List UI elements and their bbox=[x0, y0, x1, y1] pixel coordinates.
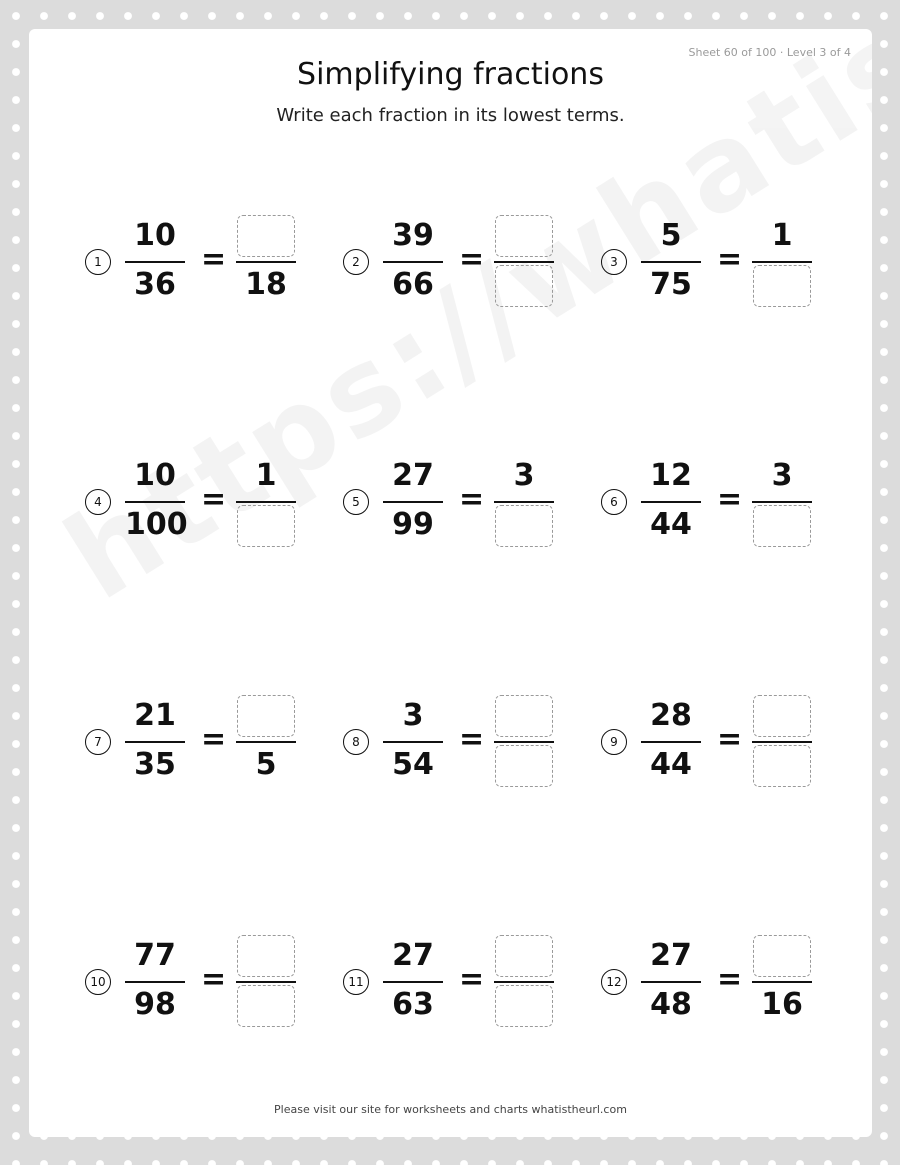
given-fraction bbox=[641, 693, 701, 793]
given-denominator: 99 bbox=[392, 507, 434, 542]
problem-item bbox=[85, 213, 325, 313]
fraction-bar bbox=[236, 981, 296, 983]
fraction-bar bbox=[383, 981, 443, 983]
given-numerator: 10 bbox=[134, 218, 176, 253]
answer-numerator-box[interactable] bbox=[495, 935, 553, 977]
given-numerator: 28 bbox=[650, 698, 692, 733]
given-fraction bbox=[383, 453, 443, 553]
given-denominator: 63 bbox=[392, 987, 434, 1022]
problem-number: 10 bbox=[85, 969, 111, 995]
equals-sign: = bbox=[201, 242, 227, 277]
equals-sign: = bbox=[459, 242, 485, 277]
answer-denominator: 18 bbox=[245, 267, 287, 302]
fraction-bar bbox=[641, 981, 701, 983]
page-title: Simplifying fractions bbox=[297, 57, 604, 92]
answer-denominator-box[interactable] bbox=[495, 985, 553, 1027]
fraction-bar bbox=[236, 741, 296, 743]
given-fraction bbox=[641, 453, 701, 553]
answer-fraction bbox=[752, 453, 812, 553]
equals-sign: = bbox=[717, 482, 743, 517]
equals-sign: = bbox=[201, 962, 227, 997]
given-fraction bbox=[641, 213, 701, 313]
problem-item bbox=[601, 453, 841, 553]
given-fraction bbox=[125, 453, 188, 553]
answer-denominator: 5 bbox=[255, 747, 277, 782]
fraction-bar bbox=[752, 741, 812, 743]
given-numerator: 39 bbox=[392, 218, 434, 253]
problem-number: 1 bbox=[85, 249, 111, 275]
answer-denominator-box[interactable] bbox=[495, 745, 553, 787]
problem-item bbox=[601, 693, 841, 793]
answer-fraction bbox=[236, 693, 296, 793]
answer-fraction bbox=[752, 693, 812, 793]
equals-sign: = bbox=[459, 962, 485, 997]
given-denominator: 35 bbox=[134, 747, 176, 782]
answer-denominator-box[interactable] bbox=[495, 265, 553, 307]
equals-sign: = bbox=[717, 242, 743, 277]
given-denominator: 75 bbox=[650, 267, 692, 302]
fraction-bar bbox=[752, 261, 812, 263]
answer-numerator-box[interactable] bbox=[495, 215, 553, 257]
answer-fraction bbox=[236, 453, 296, 553]
answer-fraction bbox=[494, 453, 554, 553]
answer-numerator-box[interactable] bbox=[237, 215, 295, 257]
answer-denominator-box[interactable] bbox=[753, 505, 811, 547]
equals-sign: = bbox=[459, 722, 485, 757]
given-fraction bbox=[125, 213, 185, 313]
answer-fraction bbox=[752, 933, 812, 1033]
equals-sign: = bbox=[459, 482, 485, 517]
answer-numerator-box[interactable] bbox=[237, 935, 295, 977]
problem-item bbox=[85, 933, 325, 1033]
footer-note: Please visit our site for worksheets and charts whatistheurl.com bbox=[274, 1103, 627, 1116]
equals-sign: = bbox=[201, 722, 227, 757]
given-denominator: 54 bbox=[392, 747, 434, 782]
given-numerator: 27 bbox=[392, 458, 434, 493]
answer-denominator-box[interactable] bbox=[495, 505, 553, 547]
answer-numerator-box[interactable] bbox=[753, 935, 811, 977]
fraction-bar bbox=[641, 741, 701, 743]
equals-sign: = bbox=[717, 722, 743, 757]
worksheet-page bbox=[29, 29, 872, 1137]
given-numerator: 27 bbox=[392, 938, 434, 973]
problem-number: 4 bbox=[85, 489, 111, 515]
answer-numerator: 1 bbox=[255, 458, 277, 493]
answer-fraction bbox=[236, 933, 296, 1033]
sheet-meta: Sheet 60 of 100 · Level 3 of 4 bbox=[688, 46, 851, 59]
answer-numerator: 3 bbox=[513, 458, 535, 493]
fraction-bar bbox=[494, 261, 554, 263]
answer-numerator: 3 bbox=[771, 458, 793, 493]
problem-number: 12 bbox=[601, 969, 627, 995]
problem-item bbox=[85, 693, 325, 793]
problem-number: 7 bbox=[85, 729, 111, 755]
fraction-bar bbox=[494, 741, 554, 743]
given-numerator: 27 bbox=[650, 938, 692, 973]
problem-item bbox=[85, 453, 325, 553]
given-numerator: 10 bbox=[134, 458, 176, 493]
fraction-bar bbox=[236, 501, 296, 503]
answer-numerator-box[interactable] bbox=[495, 695, 553, 737]
answer-numerator-box[interactable] bbox=[753, 695, 811, 737]
fraction-bar bbox=[641, 261, 701, 263]
answer-denominator-box[interactable] bbox=[237, 985, 295, 1027]
problem-number: 2 bbox=[343, 249, 369, 275]
given-denominator: 36 bbox=[134, 267, 176, 302]
given-numerator: 77 bbox=[134, 938, 176, 973]
given-denominator: 98 bbox=[134, 987, 176, 1022]
fraction-bar bbox=[494, 501, 554, 503]
given-numerator: 21 bbox=[134, 698, 176, 733]
given-denominator: 66 bbox=[392, 267, 434, 302]
problem-item bbox=[343, 453, 583, 553]
fraction-bar bbox=[236, 261, 296, 263]
given-fraction bbox=[125, 933, 185, 1033]
answer-denominator: 16 bbox=[761, 987, 803, 1022]
problem-number: 11 bbox=[343, 969, 369, 995]
problem-item bbox=[601, 933, 841, 1033]
given-denominator: 48 bbox=[650, 987, 692, 1022]
given-fraction bbox=[383, 213, 443, 313]
problem-number: 3 bbox=[601, 249, 627, 275]
equals-sign: = bbox=[717, 962, 743, 997]
fraction-bar bbox=[752, 981, 812, 983]
given-fraction bbox=[641, 933, 701, 1033]
fraction-bar bbox=[383, 741, 443, 743]
problem-item bbox=[601, 213, 841, 313]
fraction-bar bbox=[125, 741, 185, 743]
answer-denominator-box[interactable] bbox=[753, 745, 811, 787]
answer-numerator: 1 bbox=[771, 218, 793, 253]
given-fraction bbox=[383, 933, 443, 1033]
given-numerator: 3 bbox=[402, 698, 424, 733]
answer-fraction bbox=[494, 693, 554, 793]
fraction-bar bbox=[383, 261, 443, 263]
fraction-bar bbox=[752, 501, 812, 503]
problem-item bbox=[343, 213, 583, 313]
fraction-bar bbox=[641, 501, 701, 503]
fraction-bar bbox=[125, 981, 185, 983]
equals-sign: = bbox=[201, 482, 227, 517]
given-denominator: 44 bbox=[650, 507, 692, 542]
fraction-bar bbox=[125, 261, 185, 263]
given-numerator: 12 bbox=[650, 458, 692, 493]
given-fraction bbox=[125, 693, 185, 793]
page-instructions: Write each fraction in its lowest terms. bbox=[276, 105, 625, 126]
fraction-bar bbox=[494, 981, 554, 983]
answer-fraction bbox=[236, 213, 296, 313]
answer-denominator-box[interactable] bbox=[237, 505, 295, 547]
given-fraction bbox=[383, 693, 443, 793]
answer-denominator-box[interactable] bbox=[753, 265, 811, 307]
answer-fraction bbox=[752, 213, 812, 313]
fraction-bar bbox=[125, 501, 185, 503]
problem-number: 5 bbox=[343, 489, 369, 515]
problem-number: 8 bbox=[343, 729, 369, 755]
problem-item bbox=[343, 933, 583, 1033]
answer-fraction bbox=[494, 213, 554, 313]
given-numerator: 5 bbox=[660, 218, 682, 253]
given-denominator: 44 bbox=[650, 747, 692, 782]
given-denominator: 100 bbox=[125, 507, 188, 542]
fraction-bar bbox=[383, 501, 443, 503]
answer-fraction bbox=[494, 933, 554, 1033]
problem-number: 6 bbox=[601, 489, 627, 515]
problem-item bbox=[343, 693, 583, 793]
answer-numerator-box[interactable] bbox=[237, 695, 295, 737]
problem-number: 9 bbox=[601, 729, 627, 755]
